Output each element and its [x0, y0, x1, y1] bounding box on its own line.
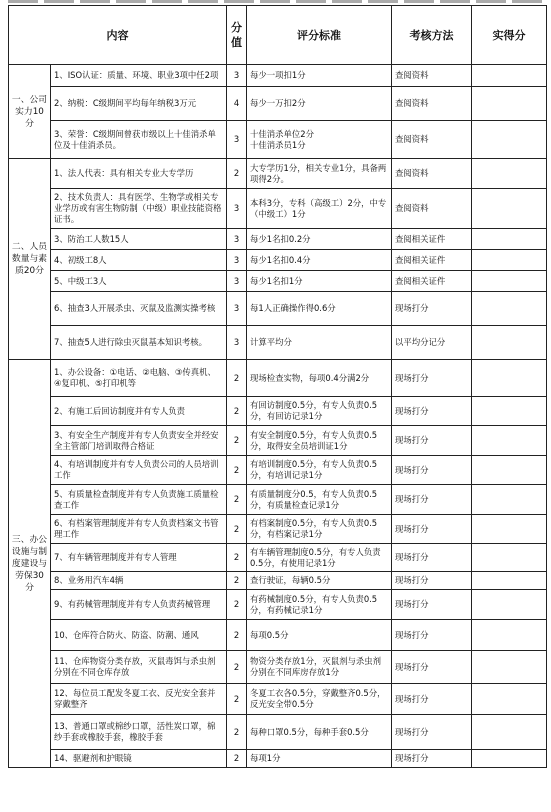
- criteria-cell: 物资分类存放1分，灭鼠剂与杀虫剂分别在不同库房存放1分: [247, 651, 392, 684]
- scoring-table: [8, 5, 547, 768]
- method-cell: 现场打分: [392, 485, 472, 515]
- method-cell: 查阅相关证件: [392, 229, 472, 250]
- actual-score-cell[interactable]: [472, 250, 547, 271]
- category-cell: 一、公司实力10分: [9, 65, 51, 159]
- item-cell: 10、仓库符合防火、防盗、防潮、通风: [51, 620, 227, 651]
- criteria-cell: 有培训制度0.5分，有专人负责0.5分，有培训记录1分: [247, 456, 392, 485]
- method-cell: 查阅资料: [392, 189, 472, 229]
- table-row: [9, 684, 547, 715]
- actual-score-cell[interactable]: [472, 590, 547, 620]
- table-row: [9, 229, 547, 250]
- criteria-cell: 每项1分: [247, 750, 392, 768]
- header-score: 分值: [227, 6, 247, 65]
- table-row: [9, 292, 547, 326]
- score-cell: 3: [227, 121, 247, 159]
- method-cell: 现场打分: [392, 544, 472, 572]
- item-cell: 11、仓库物资分类存放，灭鼠毒饵与杀虫剂分别在不同仓库存放: [51, 651, 227, 684]
- table-row: [9, 590, 547, 620]
- item-cell: 1、办公设备：①电话、②电脑、③传真机、④复印机、⑤打印机等: [51, 360, 227, 397]
- actual-score-cell[interactable]: [472, 326, 547, 360]
- score-cell: 2: [227, 456, 247, 485]
- actual-score-cell[interactable]: [472, 544, 547, 572]
- criteria-cell: 有回访制度0.5分，有专人负责0.5分，有回访记录1分: [247, 397, 392, 426]
- score-cell: 2: [227, 426, 247, 456]
- table-row: [9, 651, 547, 684]
- item-cell: 12、每位员工配发冬夏工衣、反光安全套并穿戴整齐: [51, 684, 227, 715]
- score-cell: 2: [227, 684, 247, 715]
- score-cell: 2: [227, 651, 247, 684]
- score-cell: 3: [227, 326, 247, 360]
- table-row: [9, 250, 547, 271]
- actual-score-cell[interactable]: [472, 87, 547, 121]
- item-cell: 1、ISO认证：质量、环境、职业3项中任2项: [51, 65, 227, 87]
- item-cell: 2、有施工后回访制度并有专人负责: [51, 397, 227, 426]
- method-cell: 查阅相关证件: [392, 271, 472, 292]
- actual-score-cell[interactable]: [472, 515, 547, 544]
- criteria-cell: 十佳消杀单位2分 十佳消杀员1分: [247, 121, 392, 159]
- actual-score-cell[interactable]: [472, 572, 547, 590]
- item-cell: 6、抽查3人开展杀虫、灭鼠及监测实操考核: [51, 292, 227, 326]
- cropped-title-line: [8, 0, 543, 3]
- table-row: [9, 271, 547, 292]
- item-cell: 5、中级工3人: [51, 271, 227, 292]
- item-cell: 4、有培训制度并有专人负责公司的人员培训工作: [51, 456, 227, 485]
- table-row: [9, 326, 547, 360]
- method-cell: 现场打分: [392, 397, 472, 426]
- table-row: [9, 87, 547, 121]
- actual-score-cell[interactable]: [472, 485, 547, 515]
- criteria-cell: 现场检查实物，每项0.4分满2分: [247, 360, 392, 397]
- criteria-cell: 每1人正确操作得0.6分: [247, 292, 392, 326]
- criteria-cell: 每项0.5分: [247, 620, 392, 651]
- criteria-cell: 每种口罩0.5分，每种手套0.5分: [247, 715, 392, 750]
- item-cell: 7、抽查5人进行除虫灭鼠基本知识考核。: [51, 326, 227, 360]
- table-row: [9, 65, 547, 87]
- item-cell: 9、有药械管理制度并有专人负责药械管理: [51, 590, 227, 620]
- score-cell: 3: [227, 229, 247, 250]
- table-row: [9, 572, 547, 590]
- criteria-cell: 有药械制度0.5分，有专人负责0.5分，有药械记录1分: [247, 590, 392, 620]
- method-cell: 查阅资料: [392, 159, 472, 189]
- score-cell: 3: [227, 271, 247, 292]
- criteria-cell: 有质量制度分0.5，有专人负责0.5分，有质量检查记录1分: [247, 485, 392, 515]
- item-cell: 3、有安全生产制度并有专人负责安全并经安全主管部门培训取得合格证: [51, 426, 227, 456]
- item-cell: 2、纳税：C级期间平均每年纳税3万元: [51, 87, 227, 121]
- criteria-cell: 每少一万扣2分: [247, 87, 392, 121]
- table-row: [9, 397, 547, 426]
- item-cell: 6、有档案管理制度并有专人负责档案文书管理工作: [51, 515, 227, 544]
- criteria-cell: 每少1名扣0.4分: [247, 250, 392, 271]
- method-cell: 现场打分: [392, 292, 472, 326]
- actual-score-cell[interactable]: [472, 159, 547, 189]
- category-cell: 二、人员数量与素质20分: [9, 159, 51, 360]
- score-cell: 3: [227, 292, 247, 326]
- method-cell: 现场打分: [392, 684, 472, 715]
- item-cell: 13、普通口罩或棉纱口罩，活性炭口罩，棉纱手套或橡胶手套，橡胶手套: [51, 715, 227, 750]
- table-row: [9, 485, 547, 515]
- actual-score-cell[interactable]: [472, 229, 547, 250]
- method-cell: 现场打分: [392, 456, 472, 485]
- method-cell: 现场打分: [392, 572, 472, 590]
- actual-score-cell[interactable]: [472, 750, 547, 768]
- method-cell: 查阅资料: [392, 87, 472, 121]
- method-cell: 查阅资料: [392, 65, 472, 87]
- method-cell: 以平均分记分: [392, 326, 472, 360]
- score-cell: 3: [227, 65, 247, 87]
- criteria-cell: 冬夏工衣各0.5分，穿戴整齐0.5分，反光安全带0.5分: [247, 684, 392, 715]
- actual-score-cell[interactable]: [472, 426, 547, 456]
- item-cell: 14、驱避剂和护眼镜: [51, 750, 227, 768]
- actual-score-cell[interactable]: [472, 397, 547, 426]
- category-cell: 三、办公设施与制度建设与劳保30分: [9, 360, 51, 768]
- actual-score-cell[interactable]: [472, 292, 547, 326]
- table-row: [9, 544, 547, 572]
- table-row: [9, 515, 547, 544]
- item-cell: 3、防治工人数15人: [51, 229, 227, 250]
- table-row: [9, 750, 547, 768]
- actual-score-cell[interactable]: [472, 189, 547, 229]
- item-cell: 8、业务用汽车4辆: [51, 572, 227, 590]
- header-actual-score: 实得分: [472, 6, 547, 65]
- score-cell: 2: [227, 590, 247, 620]
- method-cell: 现场打分: [392, 651, 472, 684]
- header-criteria: 评分标准: [247, 6, 392, 65]
- item-cell: 2、技术负责人：具有医学、生物学或相关专业学历或有害生物防制（中级）职业技能资格证书。: [51, 189, 227, 229]
- score-cell: 2: [227, 515, 247, 544]
- criteria-cell: 每少1名扣0.2分: [247, 229, 392, 250]
- score-cell: 4: [227, 87, 247, 121]
- table-row: [9, 121, 547, 159]
- item-cell: 5、有质量检查制度并有专人负责施工质量检查工作: [51, 485, 227, 515]
- criteria-cell: 查行驶证，每辆0.5分: [247, 572, 392, 590]
- method-cell: 现场打分: [392, 715, 472, 750]
- item-cell: 7、有车辆管理制度并有专人管理: [51, 544, 227, 572]
- table-row: [9, 456, 547, 485]
- criteria-cell: 计算平均分: [247, 326, 392, 360]
- table-row: [9, 159, 547, 189]
- actual-score-cell[interactable]: [472, 620, 547, 651]
- method-cell: 查阅资料: [392, 121, 472, 159]
- criteria-cell: 大专学历1分，相关专业1分，具备两项得2分。: [247, 159, 392, 189]
- score-cell: 2: [227, 715, 247, 750]
- score-cell: 2: [227, 750, 247, 768]
- method-cell: 现场打分: [392, 360, 472, 397]
- item-cell: 1、法人代表：具有相关专业大专学历: [51, 159, 227, 189]
- header-content: 内容: [9, 6, 227, 65]
- method-cell: 查阅相关证件: [392, 250, 472, 271]
- criteria-cell: 本科3分，专科（高级工）2分，中专（中级工）1分: [247, 189, 392, 229]
- actual-score-cell[interactable]: [472, 651, 547, 684]
- score-cell: 2: [227, 544, 247, 572]
- table-row: [9, 189, 547, 229]
- criteria-cell: 有安全制度0.5分，有专人负责0.5分，取得安全员培训证1分: [247, 426, 392, 456]
- criteria-cell: 有档案制度0.5分，有专人负责0.5分，有档案记录1分: [247, 515, 392, 544]
- actual-score-cell[interactable]: [472, 121, 547, 159]
- item-cell: 4、初级工8人: [51, 250, 227, 271]
- score-cell: 3: [227, 189, 247, 229]
- score-cell: 3: [227, 250, 247, 271]
- criteria-cell: 每少1名扣1分: [247, 271, 392, 292]
- criteria-cell: 有车辆管理制度0.5分，有专人负责0.5分，有使用记录1分: [247, 544, 392, 572]
- actual-score-cell[interactable]: [472, 360, 547, 397]
- method-cell: 现场打分: [392, 590, 472, 620]
- actual-score-cell[interactable]: [472, 715, 547, 750]
- score-cell: 2: [227, 397, 247, 426]
- actual-score-cell[interactable]: [472, 456, 547, 485]
- method-cell: 现场打分: [392, 515, 472, 544]
- method-cell: 现场打分: [392, 750, 472, 768]
- score-cell: 2: [227, 620, 247, 651]
- table-row: [9, 620, 547, 651]
- header-method: 考核方法: [392, 6, 472, 65]
- score-cell: 2: [227, 159, 247, 189]
- table-row: [9, 360, 547, 397]
- method-cell: 现场打分: [392, 426, 472, 456]
- header-row: [9, 6, 547, 65]
- table-row: [9, 426, 547, 456]
- criteria-cell: 每少一项扣1分: [247, 65, 392, 87]
- actual-score-cell[interactable]: [472, 65, 547, 87]
- item-cell: 3、荣誉：C级期间曾获市级以上十佳消杀单位及十佳消杀员。: [51, 121, 227, 159]
- method-cell: 现场打分: [392, 620, 472, 651]
- score-cell: 2: [227, 572, 247, 590]
- actual-score-cell[interactable]: [472, 684, 547, 715]
- actual-score-cell[interactable]: [472, 271, 547, 292]
- table-row: [9, 715, 547, 750]
- score-cell: 2: [227, 360, 247, 397]
- score-cell: 2: [227, 485, 247, 515]
